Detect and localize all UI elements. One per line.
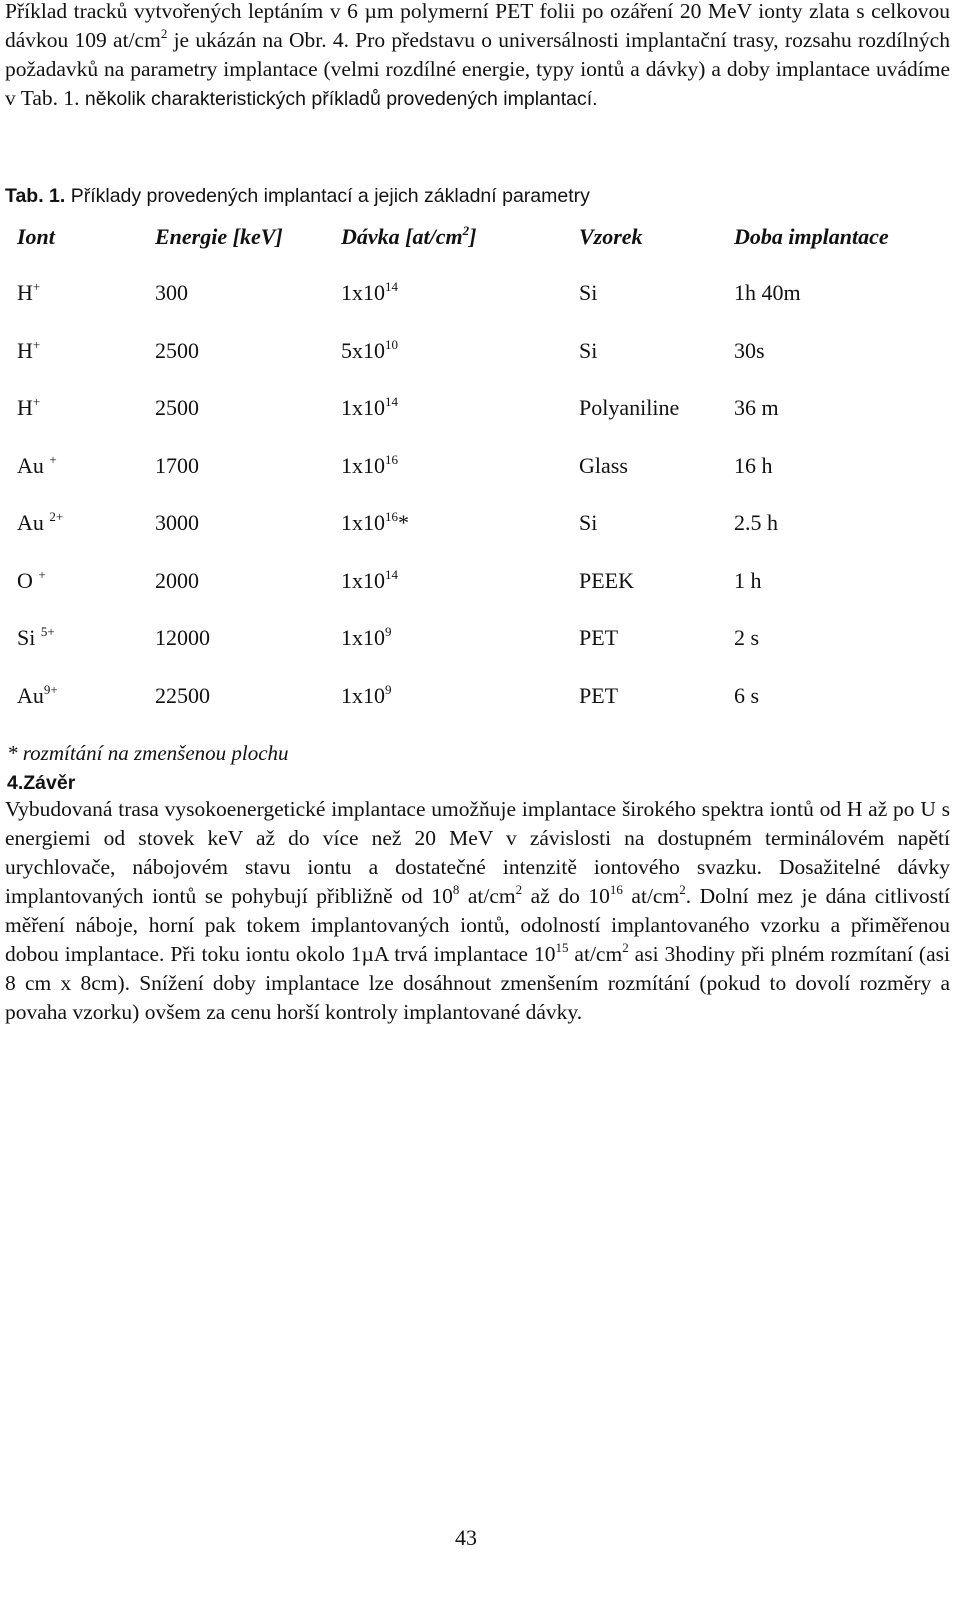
cell-time: 2.5 h xyxy=(734,510,778,535)
dose-exponent: 9 xyxy=(385,681,392,697)
ion-charge: + xyxy=(38,566,46,582)
cell-sample: Polyaniline xyxy=(579,395,680,420)
dose-mantissa: 1x10 xyxy=(341,625,385,650)
section-title: 4.Závěr xyxy=(7,772,76,794)
cell-sample: Si xyxy=(579,338,598,363)
dose-mantissa: 1x10 xyxy=(341,453,385,478)
conclusion-superscript: 2 xyxy=(622,939,629,955)
cell-energy: 2000 xyxy=(155,568,199,593)
cell-time: 30s xyxy=(734,338,765,363)
cell-dose xyxy=(341,453,398,479)
header-energy: Energie [keV] xyxy=(155,224,283,249)
cell-ion xyxy=(17,338,40,364)
cell-dose xyxy=(341,395,398,421)
cell-time: 6 s xyxy=(734,683,760,708)
header-sample: Vzorek xyxy=(579,224,643,249)
conclusion-superscript: 15 xyxy=(555,939,569,955)
ion-symbol: Au xyxy=(17,510,50,535)
conclusion-text: asi 3hodiny při plném rozmítaní (asi 8 cm x 8cm). Snížení doby implantace lze dosáhnout zmenšením rozmítání (pokud to dovolí rozměry a povaha vzorku) ovšem za cenu horší kontroly implantované dávky. xyxy=(5,942,950,1024)
header-time: Doba implantace xyxy=(734,224,889,249)
cell-energy: 2500 xyxy=(155,338,199,363)
cell-time: 36 m xyxy=(734,395,779,420)
cell-ion xyxy=(17,683,58,709)
cell-ion xyxy=(17,625,55,651)
cell-sample: Si xyxy=(579,280,598,305)
ion-charge: + xyxy=(32,393,41,409)
ion-symbol: Au xyxy=(17,683,44,708)
cell-ion xyxy=(17,280,40,306)
cell-dose xyxy=(341,625,392,651)
table-caption-text: Příklady provedených implantací a jejich základní parametry xyxy=(70,185,590,207)
header-dose xyxy=(341,224,476,250)
dose-footnote-mark: * xyxy=(398,510,409,535)
conclusion-text: až do 10 xyxy=(522,884,610,908)
intro-text-1: Příklad tracků vytvořených leptáním v 6 µm polymerní PET folii po ozáření 20 MeV ionty zlata s celkovou dávkou 109 at/cm xyxy=(5,0,950,52)
header-dose-close: ] xyxy=(469,224,477,249)
cell-ion xyxy=(17,510,63,536)
conclusion-text: at/cm xyxy=(568,942,623,966)
cell-time: 16 h xyxy=(734,453,773,478)
cell-sample: Si xyxy=(579,510,598,535)
cell-time: 2 s xyxy=(734,625,760,650)
cell-sample: PET xyxy=(579,625,619,650)
conclusion-text: . Dolní mez je dána citlivostí měření náboje, horní pak tokem implantovaných iontů, odolností implantovaného vzorku a přiměřenou dobou implantace. Při toku iontu okolo 1µA trvá implantace 10 xyxy=(5,884,950,966)
intro-text-2: je ukázán na Obr. 4. Pro představu o universálnosti implantační trasy, rozsahu rozdílných požadavků na parametry implantace (velmi rozdílné energie, typy iontů a dávky) a doby implantace uvádíme v Tab. 1. xyxy=(5,28,950,110)
cell-energy: 22500 xyxy=(155,683,210,708)
cell-dose xyxy=(341,280,398,306)
cell-dose xyxy=(341,568,398,594)
ion-symbol: H xyxy=(17,338,33,363)
dose-exponent: 14 xyxy=(385,566,398,582)
dose-mantissa: 1x10 xyxy=(341,568,385,593)
table-footnote: * rozmítání na zmenšenou plochu xyxy=(7,741,289,765)
cell-sample: PEEK xyxy=(579,568,634,593)
dose-mantissa: 1x10 xyxy=(341,510,385,535)
conclusion-superscript: 2 xyxy=(679,881,686,897)
ion-symbol: Au xyxy=(17,453,50,478)
cell-dose xyxy=(341,338,398,364)
cell-ion xyxy=(17,453,57,479)
conclusion-text: at/cm xyxy=(459,884,516,908)
dose-exponent: 16 xyxy=(385,451,398,467)
dose-exponent: 9 xyxy=(385,623,392,639)
dose-exponent: 16 xyxy=(385,508,398,524)
header-dose-superscript: 2 xyxy=(462,222,470,238)
cell-ion xyxy=(17,568,46,594)
dose-exponent: 10 xyxy=(385,336,398,352)
header-dose-text: Dávka [at/cm xyxy=(341,224,463,249)
conclusion-superscript: 16 xyxy=(609,881,623,897)
cell-energy: 3000 xyxy=(155,510,199,535)
conclusion-superscript: 8 xyxy=(452,881,460,897)
cell-dose xyxy=(341,683,392,709)
cell-sample: PET xyxy=(579,683,619,708)
ion-symbol: H xyxy=(17,280,33,305)
ion-symbol: Si xyxy=(17,625,41,650)
intro-text-3: několik charakteristických příkladů provedených implantací. xyxy=(84,88,598,110)
header-ion: Iont xyxy=(17,224,55,249)
cell-time: 1h 40m xyxy=(734,280,801,305)
dose-mantissa: 1x10 xyxy=(341,395,385,420)
ion-charge: + xyxy=(32,336,41,352)
conclusion-text: at/cm xyxy=(622,884,680,908)
dose-mantissa: 5x10 xyxy=(341,338,385,363)
ion-charge: + xyxy=(49,451,57,467)
cell-dose xyxy=(341,510,409,536)
ion-charge: 9+ xyxy=(43,681,58,697)
dose-exponent: 14 xyxy=(385,393,398,409)
conclusion-paragraph xyxy=(5,795,950,1027)
conclusion-superscript: 2 xyxy=(515,881,523,897)
cell-sample: Glass xyxy=(579,453,628,478)
dose-mantissa: 1x10 xyxy=(341,683,385,708)
cell-time: 1 h xyxy=(734,568,762,593)
dose-exponent: 14 xyxy=(385,278,398,294)
ion-charge: 5+ xyxy=(40,623,55,639)
ion-charge: + xyxy=(32,278,41,294)
cell-energy: 1700 xyxy=(155,453,199,478)
intro-superscript: 2 xyxy=(160,25,168,41)
table-caption-label: Tab. 1. xyxy=(5,185,66,207)
page-number: 43 xyxy=(455,1525,477,1550)
cell-ion xyxy=(17,395,40,421)
ion-symbol: H xyxy=(17,395,33,420)
ion-symbol: O xyxy=(17,568,39,593)
cell-energy: 12000 xyxy=(155,625,210,650)
ion-charge: 2+ xyxy=(49,508,64,524)
cell-energy: 300 xyxy=(155,280,188,305)
conclusion-text: Vybudovaná trasa vysokoenergetické implantace umožňuje implantace širokého spektra iontů od H až po U s energiemi od stovek keV až do více než 20 MeV v závislosti na dostupném terminálovém napětí urychlovače, nábojovém stavu iontu a dostatečné intenzitě iontového svazku. Dosažitelné dávky implantovaných iontů se pohybují přibližně od 10 xyxy=(5,797,950,908)
cell-energy: 2500 xyxy=(155,395,199,420)
dose-mantissa: 1x10 xyxy=(341,280,385,305)
